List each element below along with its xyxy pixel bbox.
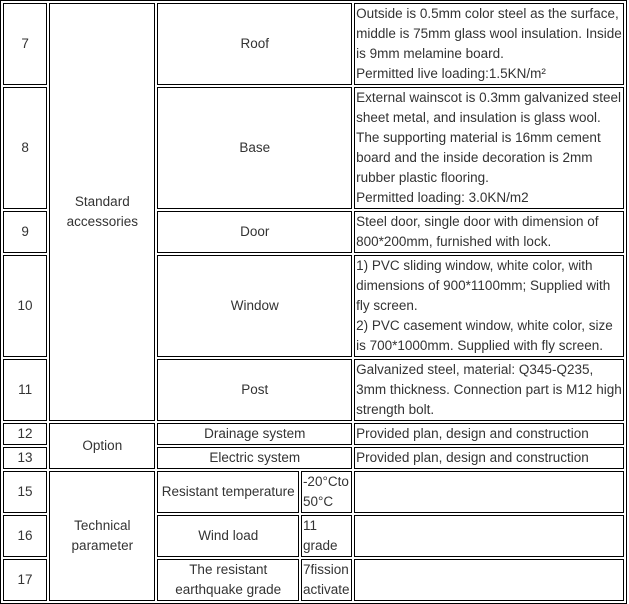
parameter-name: Resistant temperature xyxy=(157,471,298,513)
group-label-option: Option xyxy=(49,423,155,469)
row-number: 7 xyxy=(3,3,47,85)
item-description: 1) PVC sliding window, white color, with dimensions of 900*1100mm; Supplied with fly screen. 2) PVC casement window, white color, size is 700*1000mm. Supplied with fly screen. xyxy=(354,255,624,357)
row-number: 13 xyxy=(3,447,47,469)
empty-cell xyxy=(354,559,624,601)
row-number: 9 xyxy=(3,211,47,253)
item-name: Base xyxy=(157,87,352,209)
item-description: Provided plan, design and construction xyxy=(354,447,624,469)
item-description: External wainscot is 0.3mm galvanized steel sheet metal, and insulation is glass wool. The supporting material is 16mm cement board and the inside decoration is 2mm rubber plastic flooring. Permitted loading: 3.0KN/m2 xyxy=(354,87,624,209)
parameter-name: The resistant earthquake grade xyxy=(157,559,298,601)
table-row-12 xyxy=(3,423,624,445)
row-number: 10 xyxy=(3,255,47,357)
empty-cell xyxy=(354,471,624,513)
group-label-standard-accessories: Standard accessories xyxy=(49,3,155,421)
item-description: Steel door, single door with dimension of 800*200mm, furnished with lock. xyxy=(354,211,624,253)
parameter-value: 7fission activate xyxy=(301,559,352,601)
group-label-technical-parameter: Technical parameter xyxy=(49,471,155,601)
item-description: Outside is 0.5mm color steel as the surface, middle is 75mm glass wool insulation. Inside is 9mm melamine board. Permitted live loading:1.5KN/m² xyxy=(354,3,624,85)
item-name: Door xyxy=(157,211,352,253)
item-name: Roof xyxy=(157,3,352,85)
item-name: Electric system xyxy=(157,447,352,469)
row-number: 17 xyxy=(3,559,47,601)
empty-cell xyxy=(354,515,624,557)
item-description: Galvanized steel, material: Q345-Q235, 3mm thickness. Connection part is M12 high strength bolt. xyxy=(354,359,624,421)
row-number: 12 xyxy=(3,423,47,445)
parameter-value: -20°Cto 50°C xyxy=(301,471,352,513)
item-name: Drainage system xyxy=(157,423,352,445)
parameter-name: Wind load xyxy=(157,515,298,557)
row-number: 11 xyxy=(3,359,47,421)
row-number: 15 xyxy=(3,471,47,513)
table-row-7 xyxy=(3,3,624,85)
row-number: 16 xyxy=(3,515,47,557)
item-name: Window xyxy=(157,255,352,357)
item-description: Provided plan, design and construction xyxy=(354,423,624,445)
row-number: 8 xyxy=(3,87,47,209)
item-name: Post xyxy=(157,359,352,421)
parameter-value: 11 grade xyxy=(301,515,352,557)
table-row-15 xyxy=(3,471,624,513)
